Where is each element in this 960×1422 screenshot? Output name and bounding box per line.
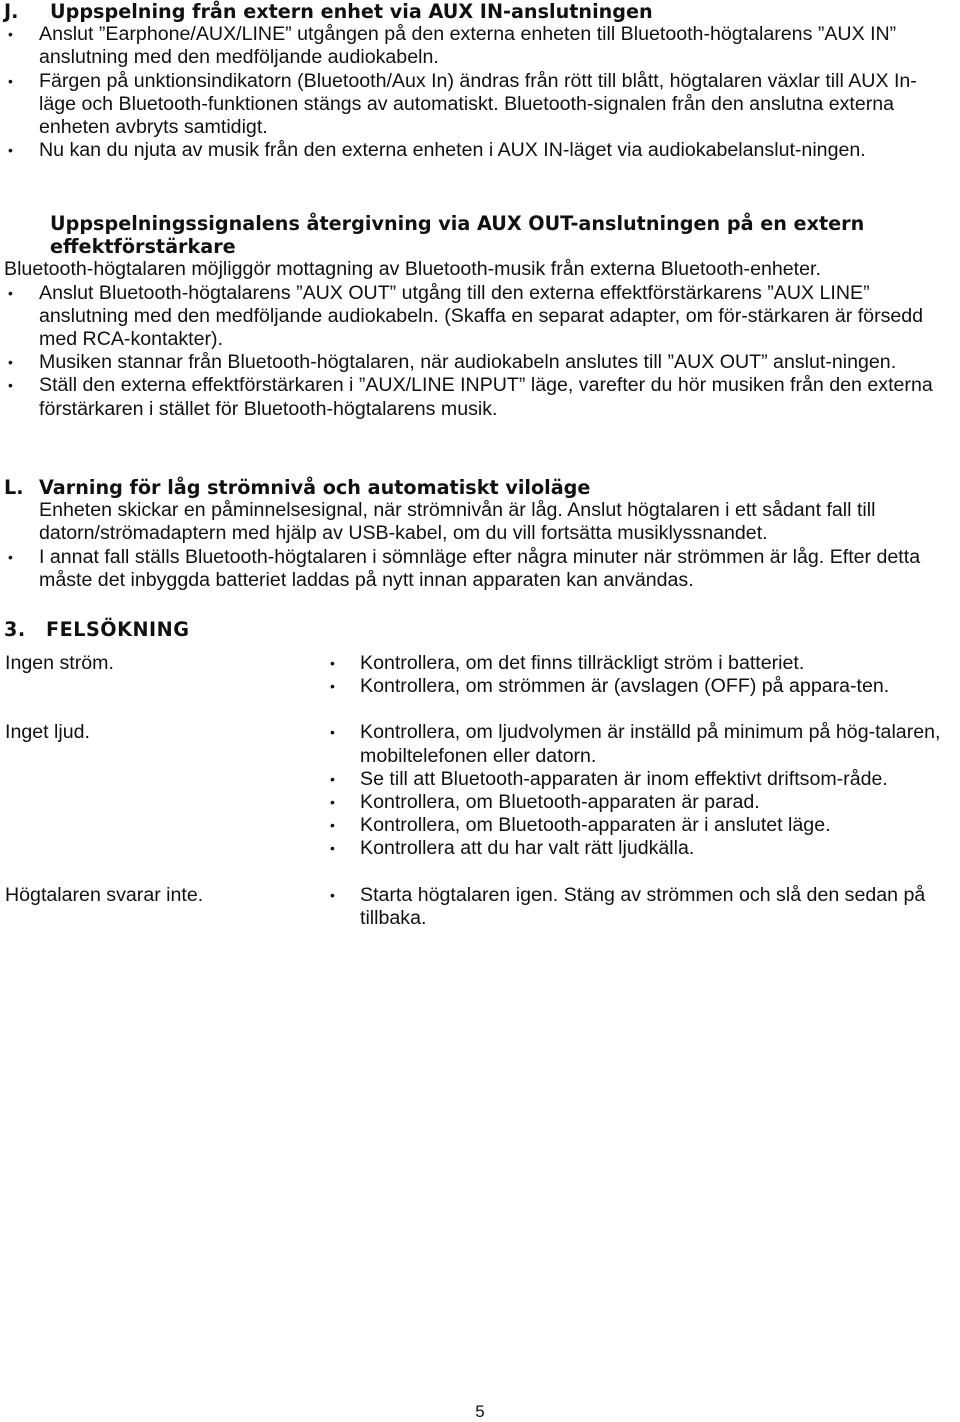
troubleshooting-table [5,652,960,930]
section-l-title: Varning för låg strömnivå och automatiskt viloläge [39,476,591,499]
row-gap [5,698,960,721]
list-item: • Kontrollera, om Bluetooth-apparaten är i anslutet läge. [326,814,958,837]
section-j-heading [4,0,959,23]
section-k-intro: Bluetooth-högtalaren möjliggör mottagning av Bluetooth-musik från externa Bluetooth-enheter. [4,258,821,281]
section-j-bullets [4,23,929,162]
list-item: • I annat fall ställs Bluetooth-högtalaren i sömnläge efter några minuter när strömmen är låg. Efter detta måste det inbyggda batteriet laddas på nytt innan apparaten kan användas. [4,546,929,592]
checks-list [326,652,958,698]
list-item: • Musiken stannar från Bluetooth-högtalaren, när audiokabeln anslutes till ”AUX OUT” anslut-ningen. [4,351,949,374]
section-k-bullets [4,282,949,421]
section-k [4,212,959,421]
row-gap [5,861,960,884]
section-l-bullets [4,546,929,592]
table-row [5,884,960,930]
section-j [4,0,959,162]
table-row [5,721,960,860]
section-3-heading [4,618,189,641]
section-l [4,476,959,592]
page-number: 5 [475,1402,485,1421]
list-item: • Kontrollera, om strömmen är (avslagen (OFF) på appara-ten. [326,675,958,698]
section-3-number: 3. [4,618,26,641]
section-k-title: Uppspelningssignalens återgivning via AUX OUT-anslutningen på en extern effektförstärkare [50,212,865,259]
list-item: • Kontrollera, om det finns tillräckligt ström i batteriet. [326,652,958,675]
list-item: • Anslut Bluetooth-högtalarens ”AUX OUT” utgång till den externa effektförstärkarens ”AUX LINE” anslutning med den medföljande audiokabeln. (Skaffa en separat adapter, om för-stärkaren är försedd med RCA-kontakter). [4,282,949,352]
section-l-heading [4,476,959,499]
list-item: • Kontrollera att du har valt rätt ljudkälla. [326,837,958,860]
list-item: • Kontrollera, om Bluetooth-apparaten är parad. [326,791,958,814]
section-3-title: FELSÖKNING [46,618,190,641]
list-item: • Nu kan du njuta av musik från den externa enheten i AUX IN-läget via audiokabelanslut-ningen. [4,139,929,162]
section-j-letter: J. [4,0,19,23]
list-item: • Ställ den externa effektförstärkaren i ”AUX/LINE INPUT” läge, varefter du hör musiken från den externa förstärkaren i stället för Bluetooth-högtalarens musik. [4,374,949,420]
list-item: • Starta högtalaren igen. Stäng av strömmen och slå den sedan på tillbaka. [326,884,958,930]
checks-list [326,884,958,930]
list-item: • Färgen på unktionsindikatorn (Bluetooth/Aux In) ändras från rött till blått, högtalaren växlar till AUX In-läge och Bluetooth-funktionen stängs av automatiskt. Bluetooth-signalen från den anslutna externa enheten avbryts samtidigt. [4,70,929,140]
section-k-heading [4,212,955,258]
checks-list [326,721,958,860]
section-l-intro: Enheten skickar en påminnelsesignal, när strömnivån är låg. Anslut högtalaren i ett sådant fall till datorn/strömadaptern med hjälp av USB-kabel, om du vill fortsätta musiklyssnandet. [39,499,876,545]
section-j-title: Uppspelning från extern enhet via AUX IN-anslutningen [50,0,653,23]
problem-cell: Ingen ström. [5,652,114,674]
list-item: • Anslut ”Earphone/AUX/LINE” utgången på den externa enheten till Bluetooth-högtalarens ”AUX IN” anslutning med den medföljande audiokabeln. [4,23,929,69]
problem-cell: Högtalaren svarar inte. [5,883,204,906]
list-item: • Se till att Bluetooth-apparaten är inom effektivt driftsom-råde. [326,768,958,791]
section-l-letter: L. [4,476,24,499]
table-row [5,652,960,698]
list-item: • Kontrollera, om ljudvolymen är inställd på minimum på hög-talaren, mobiltelefonen eller datorn. [326,721,958,767]
section-k-letter [4,212,50,235]
problem-cell: Inget ljud. [5,721,90,744]
